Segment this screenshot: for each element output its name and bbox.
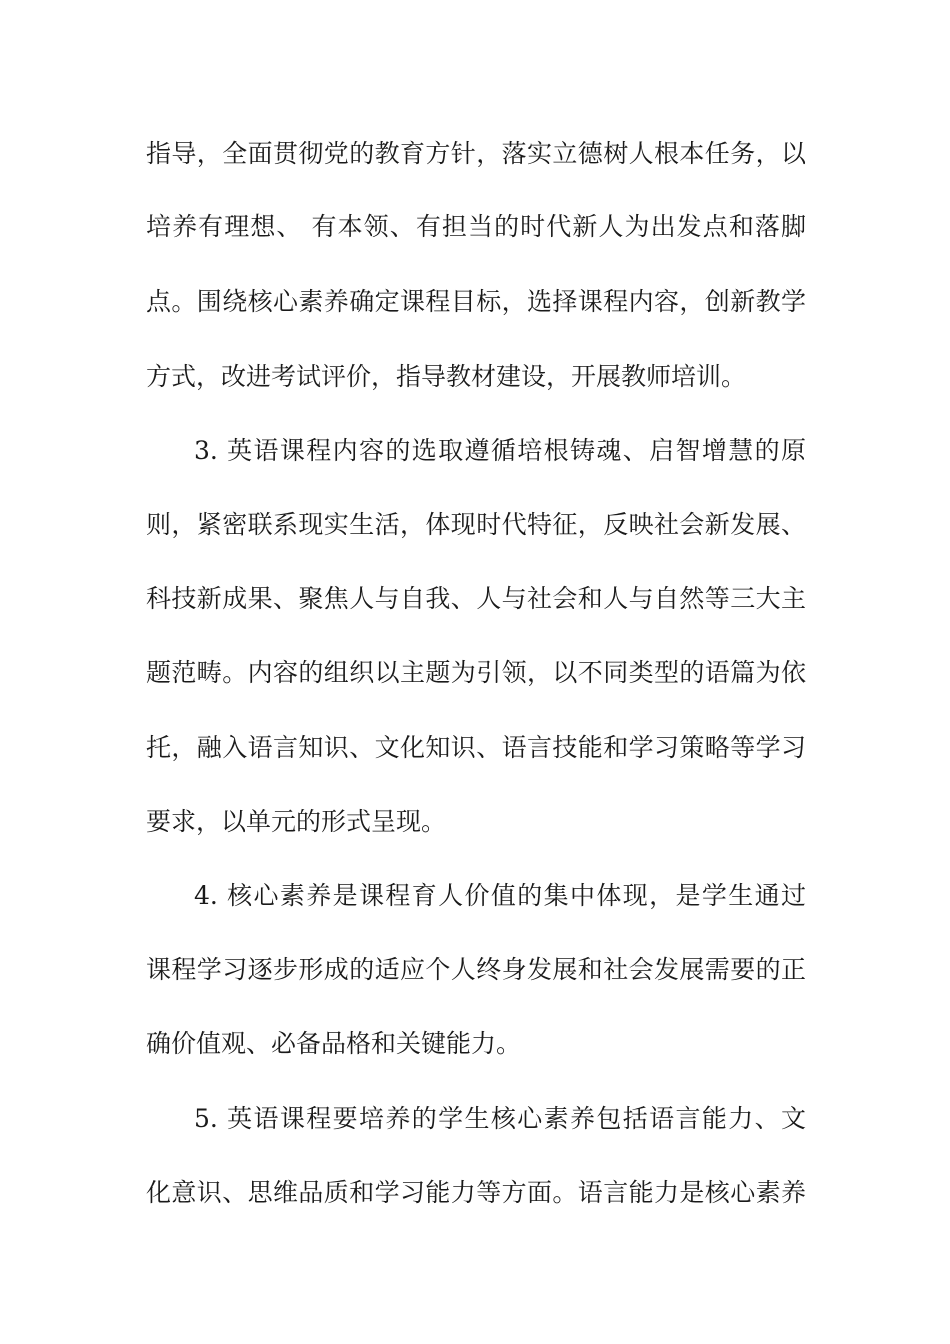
text-line-7: 科技新成果、聚焦人与自我、人与社会和人与自然等三大主	[146, 584, 806, 613]
text-line-1: 指导，全面贯彻党的教育方针，落实立德树人根本任务，以	[146, 139, 806, 168]
text-line-6: 则，紧密联系现实生活，体现时代特征，反映社会新发展、	[146, 510, 806, 539]
text-line-10: 要求，以单元的形式呈现。	[146, 807, 447, 836]
text-line-2: 培养有理想、 有本领、有担当的时代新人为出发点和落脚	[146, 212, 806, 241]
text-line-14: 5. 英语课程要培养的学生核心素养包括语言能力、文	[194, 1104, 806, 1133]
text-line-15: 化意识、思维品质和学习能力等方面。语言能力是核心素养	[146, 1178, 806, 1207]
text-line-4: 方式，改进考试评价，指导教材建设，开展教师培训。	[146, 362, 747, 391]
text-line-13: 确价值观、必备品格和关键能力。	[146, 1029, 522, 1058]
text-line-8: 题范畴。内容的组织以主题为引领，以不同类型的语篇为依	[146, 658, 806, 687]
text-line-9: 托，融入语言知识、文化知识、语言技能和学习策略等学习	[146, 733, 806, 762]
text-line-5: 3. 英语课程内容的选取遵循培根铸魂、启智增慧的原	[194, 436, 806, 465]
text-line-12: 课程学习逐步形成的适应个人终身发展和社会发展需要的正	[146, 955, 806, 984]
text-line-3: 点。围绕核心素养确定课程目标，选择课程内容，创新教学	[146, 287, 806, 316]
text-line-11: 4. 核心素养是课程育人价值的集中体现，是学生通过	[194, 881, 806, 910]
